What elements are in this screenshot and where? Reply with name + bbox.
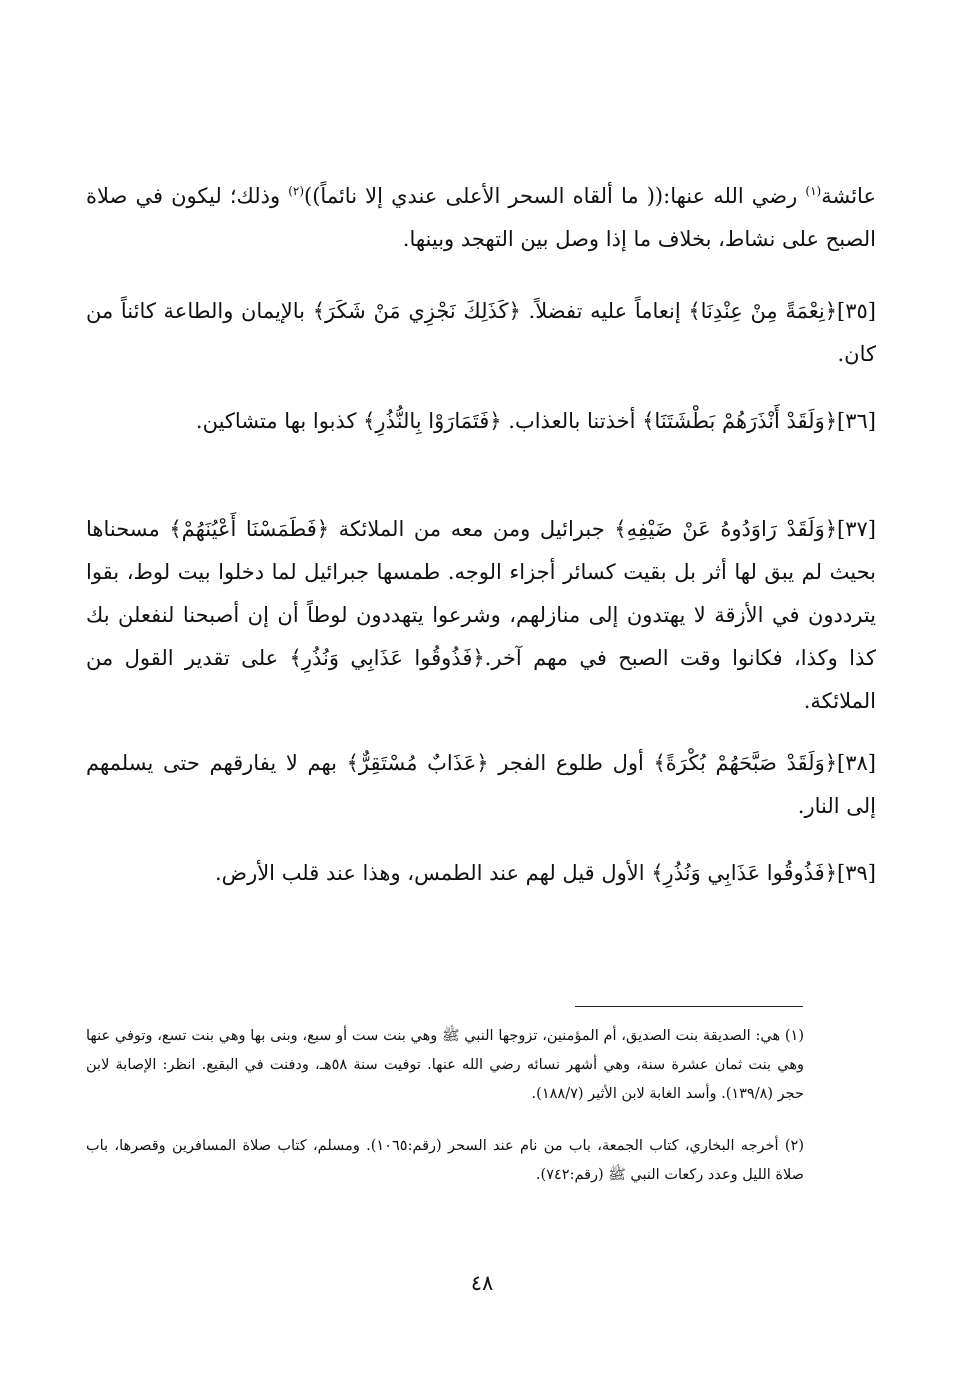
footnote-divider xyxy=(575,1006,803,1007)
footnote-text: أخرجه البخاري، كتاب الجمعة، باب من نام عند السحر (رقم:١٠٦٥). ومسلم، كتاب صلاة المسافرين وقصرها، باب صلاة الليل وعدد ركعات النبي ﷺ (رقم:٧٤٢). xyxy=(86,1138,804,1183)
verse-number: [٣٦] xyxy=(837,409,876,433)
footnote-1 xyxy=(86,1022,804,1109)
verse-number: [٣٧] xyxy=(837,517,876,541)
paragraph-text: وذلك؛ ليكون في صلاة الصبح على نشاط، بخلاف ما إذا وصل بين التهجد وبينها. xyxy=(86,184,876,251)
paragraph-verse-38 xyxy=(86,742,876,828)
paragraph-verse-37 xyxy=(86,508,876,723)
paragraph-text: عائشة xyxy=(821,184,876,208)
footnote-marker: (١) xyxy=(784,1028,804,1044)
footnote-reference-1: (١) xyxy=(805,184,822,198)
verse-number: [٣٩] xyxy=(837,861,876,885)
footnote-reference-2: (٢) xyxy=(288,184,305,198)
paragraph-verse-36 xyxy=(86,400,876,443)
verse-number: [٣٥] xyxy=(837,299,876,323)
paragraph-verse-39 xyxy=(86,852,876,895)
paragraph-text: رضي الله عنها:(( ما ألقاه السحر الأعلى عندي إلا نائماً)) xyxy=(304,184,806,208)
verse-number: [٣٨] xyxy=(837,751,876,775)
paragraph-text: ﴿فَذُوقُوا عَذَابِي وَنُذُرِ﴾ الأول قيل لهم عند الطمس، وهذا عند قلب الأرض. xyxy=(215,861,838,885)
page-number: ٤٨ xyxy=(470,1271,494,1295)
paragraph-text: ﴿وَلَقَدْ رَاوَدُوهُ عَنْ ضَيْفِهِ﴾ جبرائيل ومن معه من الملائكة ﴿فَطَمَسْنَا أَعْيُنَهُمْ﴾ مسحناها بحيث لم يبق لها أثر بل بقيت كسائر أجزاء الوجه. طمسها جبرائيل لما دخلوا بيت لوط، بقوا يترددون في الأزقة لا يهتدون إلى منازلهم، وشرعوا يتهددون لوطاً أن إن أصبحنا لنفعلن بك كذا وكذا، فكانوا وقت الصبح في مهم آخر.﴿فَذُوقُوا عَذَابِي وَنُذُرِ﴾ على تقدير القول من الملائكة. xyxy=(86,517,876,713)
paragraph-aisha-note xyxy=(86,175,876,261)
paragraph-verse-35 xyxy=(86,290,876,376)
footnote-2 xyxy=(86,1132,804,1190)
paragraph-text: ﴿وَلَقَدْ صَبَّحَهُمْ بُكْرَةً﴾ أول طلوع الفجر ﴿عَذَابٌ مُسْتَقِرٌّ﴾ بهم لا يفارقهم حتى يسلمهم إلى النار. xyxy=(86,751,876,818)
footnote-text: هي: الصديقة بنت الصديق، أم المؤمنين، تزوجها النبي ﷺ وهي بنت ست أو سبع، وبنى بها وهي بنت تسع، وتوفي عنها وهي بنت ثمان عشرة سنة، وهي أشهر نسائه رضي الله عنها. توفيت سنة ٥٨هـ، ودفنت في البقيع. انظر: الإصابة لابن حجر (١٣٩/٨). وأسد الغابة لابن الأثير (١٨٨/٧). xyxy=(86,1028,804,1102)
footnote-marker: (٢) xyxy=(784,1138,804,1154)
paragraph-text: ﴿وَلَقَدْ أَنْذَرَهُمْ بَطْشَتَنَا﴾ أخذتنا بالعذاب. ﴿فَتَمَارَوْا بِالنُّذُرِ﴾ كذبوا بها متشاكين. xyxy=(195,409,838,433)
paragraph-text: ﴿نِعْمَةً مِنْ عِنْدِنَا﴾ إنعاماً عليه تفضلاً. ﴿كَذَلِكَ نَجْزِي مَنْ شَكَرَ﴾ بالإيمان والطاعة كائناً من كان. xyxy=(86,299,876,366)
